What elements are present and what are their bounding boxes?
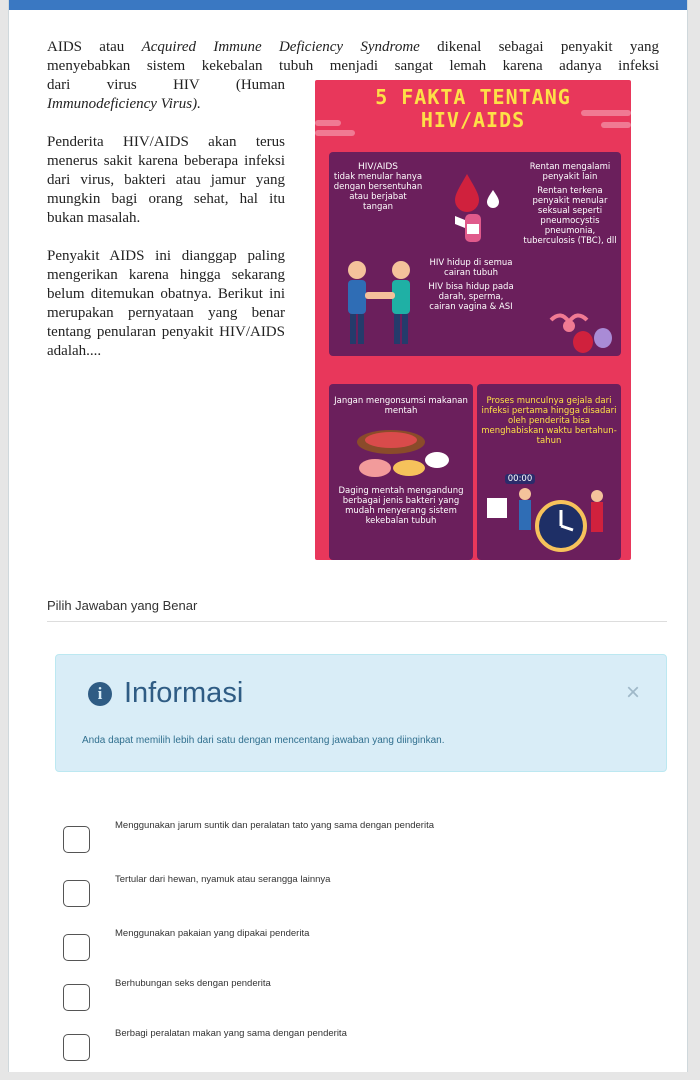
- question-paragraph-1: [47, 38, 659, 57]
- organs-icon: [543, 310, 615, 354]
- question-text-italic: Acquired Immune Deficiency Syndrome: [141, 39, 420, 55]
- option-checkbox[interactable]: [63, 984, 90, 1011]
- option-checkbox[interactable]: [63, 934, 90, 961]
- answer-option[interactable]: [63, 874, 663, 914]
- answer-option[interactable]: [63, 928, 663, 968]
- question-line: menyebabkan sistem kekebalan tubuh menjadi sangat lemah karena adanya infeksi: [47, 58, 659, 74]
- answer-option[interactable]: [63, 978, 663, 1018]
- answer-prompt-label: Pilih Jawaban yang Benar: [47, 598, 667, 622]
- handshake-illustration: [337, 252, 423, 352]
- raw-food-illustration: [345, 426, 455, 480]
- question-text-part: AIDS atau: [47, 39, 125, 55]
- option-label[interactable]: Menggunakan jarum suntik dan peralatan tato yang sama dengan penderita: [115, 820, 434, 831]
- question-text-italic: Immunodeficiency Virus: [47, 96, 193, 112]
- fact-4-body: Daging mentah mengandung berbagai jenis bakteri yang mudah menyerang sistem kekebalan tubuh: [338, 486, 464, 526]
- hiv-aids-infographic: [315, 80, 631, 560]
- info-alert-title: [88, 677, 243, 710]
- infographic-title: 5 FAKTA TENTANG HIV/AIDS: [375, 85, 571, 132]
- clock-and-people-illustration: [485, 486, 615, 556]
- fact-1: HIV/AIDS tidak menular hanya dengan bersentuhan atau berjabat tangan: [333, 162, 423, 212]
- option-checkbox[interactable]: [63, 826, 90, 853]
- info-alert: [55, 654, 667, 772]
- question-paragraph-3: Penyakit AIDS ini dianggap paling mengerikan karena hingga sekarang belum ditemukan obatnya. Berikut ini merupakan pernyataan yang benar tentang penularan penyakit HIV/AIDS adalah....: [47, 248, 285, 359]
- quiz-page: [8, 0, 688, 1072]
- answer-option[interactable]: [63, 1028, 663, 1068]
- question-line: dari virus HIV (Human: [47, 77, 285, 93]
- option-label[interactable]: Berhubungan seks dengan penderita: [115, 978, 271, 989]
- info-alert-heading: Informasi: [124, 677, 244, 709]
- option-label[interactable]: Berbagi peralatan makan yang sama dengan penderita: [115, 1028, 347, 1039]
- fact-3: Rentan mengalami penyakit lain Rentan terkena penyakit menular seksual seperti pneumocystis pneumonia, tuberculosis (TBC), dll: [523, 162, 617, 246]
- fact-5: Proses munculnya gejala dari infeksi pertama hingga disadari oleh penderita bisa menghabiskan waktu bertahun-tahun: [481, 396, 617, 446]
- option-checkbox[interactable]: [63, 880, 90, 907]
- digital-clock: 00:00: [505, 474, 535, 484]
- info-icon: i: [88, 682, 112, 706]
- fact-2: HIV hidup di semua cairan tubuh HIV bisa hidup pada darah, sperma, cairan vagina & ASI: [428, 258, 514, 312]
- question-text-part: dikenal sebagai penyakit yang: [437, 39, 659, 55]
- fact-4: Jangan mengonsumsi makanan mentah: [334, 396, 468, 416]
- close-icon[interactable]: ×: [625, 679, 640, 706]
- question-text-part: ).: [192, 96, 201, 112]
- blood-and-pump-icon: [449, 166, 513, 246]
- option-label[interactable]: Tertular dari hewan, nyamuk atau serangga lainnya: [115, 874, 331, 885]
- info-alert-message: Anda dapat memilih lebih dari satu dengan mencentang jawaban yang diinginkan.: [82, 735, 445, 746]
- top-accent-bar: [9, 0, 687, 10]
- answer-option[interactable]: [63, 820, 663, 860]
- question-paragraph-2: Penderita HIV/AIDS akan terus menerus sakit karena beberapa infeksi dari virus, bakteri atau jamur yang mungkin bagi orang sehat, hal itu bukan masalah.: [47, 134, 285, 226]
- option-checkbox[interactable]: [63, 1034, 90, 1061]
- option-label[interactable]: Menggunakan pakaian yang dipakai penderita: [115, 928, 310, 939]
